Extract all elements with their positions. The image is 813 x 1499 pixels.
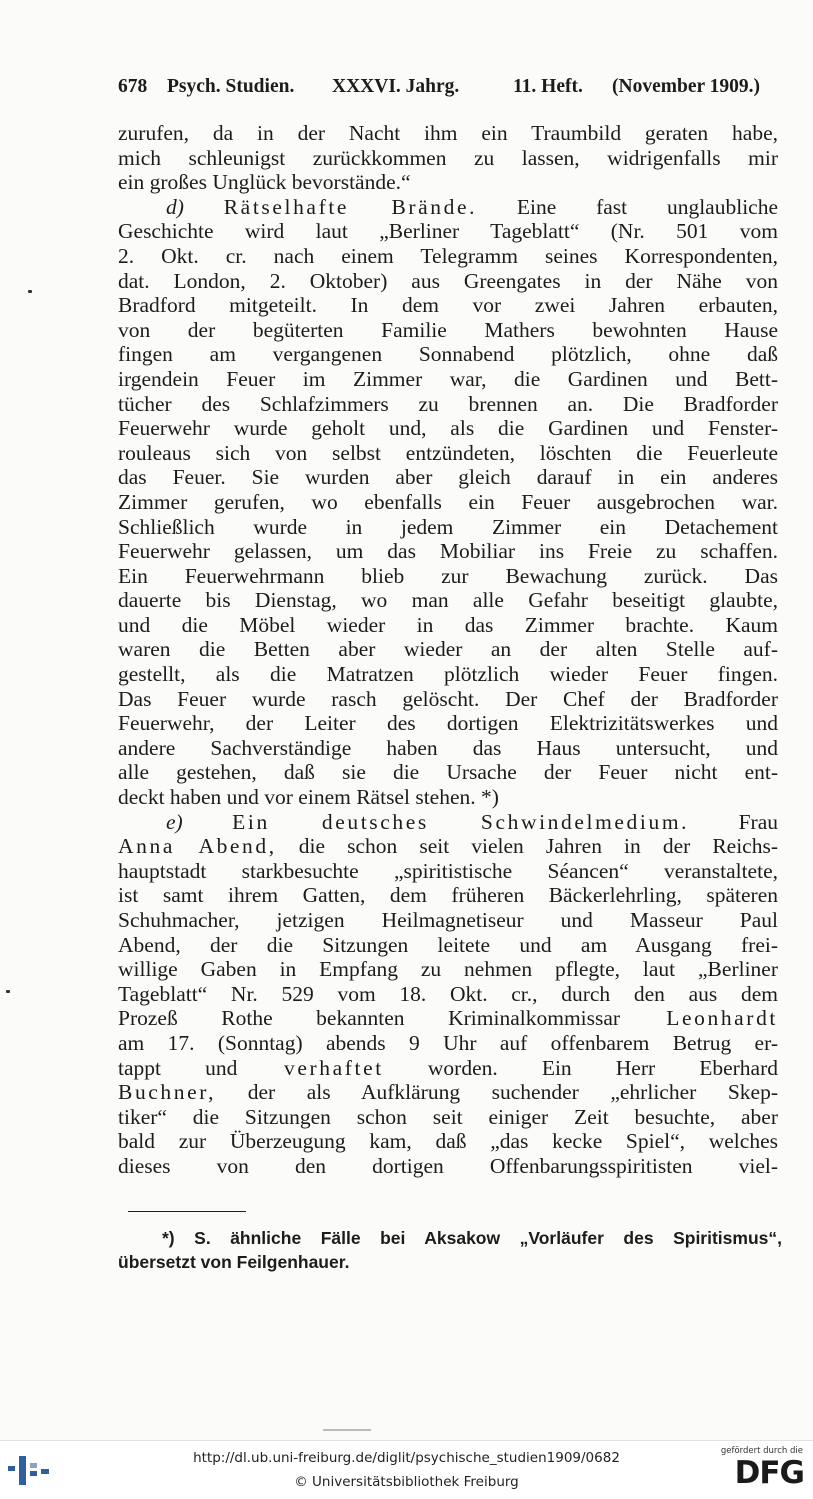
text-line: [118, 687, 778, 712]
text-run: Feuerwehr gelassen, um das Mobiliar ins Freie zu schaffen.: [118, 539, 778, 564]
text-run: Ein Feuerwehrmann blieb zur Bewachung zurück. Das: [118, 563, 778, 588]
text-run: Bradford mitgeteilt. In dem vor zwei Jahren erbauten,: [118, 293, 778, 318]
text-line: [118, 1129, 778, 1154]
margin-mark: [28, 290, 32, 293]
text-line: [118, 244, 778, 269]
text-run: worden. Ein Herr Eberhard: [383, 1055, 779, 1080]
text-line: [118, 1031, 778, 1056]
text-run: irgendein Feuer im Zimmer war, die Gardinen und Bett-: [118, 366, 778, 391]
section-letter: d): [166, 194, 184, 219]
text-line: [118, 957, 778, 982]
text-run: Frau: [689, 809, 779, 834]
text-run: Eine fast unglaubliche: [477, 194, 778, 219]
text-run: mich schleunigst zurückkommen zu lassen, widrigenfalls mir: [118, 145, 778, 170]
spaced-emphasis: Buchner,: [118, 1080, 217, 1105]
issue-date: (November 1909.): [612, 76, 761, 97]
text-line: [118, 588, 778, 613]
text-run: hauptstadt starkbesuchte „spiritistische Séancen“ veranstaltete,: [118, 858, 778, 883]
spaced-emphasis: verhaftet: [237, 1055, 384, 1080]
text-run: dieses von den dortigen Offenbarungsspiritisten viel-: [118, 1153, 778, 1178]
section-letter: e): [166, 809, 183, 834]
text-run: 2. Okt. cr. nach einem Telegramm seines Korrespondenten,: [118, 243, 778, 268]
text-line: [118, 613, 778, 638]
text-line: [118, 121, 778, 146]
text-run: tiker“ die Sitzungen schon seit einiger Zeit besuchte, aber: [118, 1104, 778, 1129]
text-line: [118, 810, 778, 835]
text-line: [118, 785, 778, 810]
text-line: [118, 416, 778, 441]
text-line: [118, 883, 778, 908]
text-line: [118, 908, 778, 933]
text-run: Zimmer gerufen, wo ebenfalls ein Feuer ausgebrochen war.: [118, 489, 778, 514]
text-run: Prozeß Rothe bekannten Kriminalkommissar: [118, 1006, 621, 1031]
text-run: waren die Betten aber wieder an der alten Stelle auf-: [118, 637, 778, 662]
text-run: alle gestehen, daß sie die Ursache der Feuer nicht ent-: [118, 760, 778, 785]
footnote-rule: [128, 1211, 246, 1212]
text-line: [118, 637, 778, 662]
text-line: [118, 1105, 778, 1130]
dfg-caption: gefördert durch die: [720, 1446, 803, 1456]
text-line: [118, 859, 778, 884]
text-line: [118, 170, 778, 195]
text-run: Geschichte wird laut „Berliner Tageblatt“ (Nr. 501 vom: [118, 219, 778, 244]
text-line: [118, 441, 778, 466]
text-run: tappt und: [118, 1055, 238, 1080]
text-run: am 17. (Sonntag) abends 9 Uhr auf offenbarem Betrug er-: [118, 1030, 778, 1055]
text-run: fingen am vergangenen Sonnabend plötzlich, ohne daß: [118, 342, 778, 367]
text-run: von der begüterten Familie Mathers bewohnten Hause: [118, 317, 778, 342]
dfg-logo[interactable]: DFG: [734, 1455, 804, 1491]
text-line: [118, 465, 778, 490]
spaced-emphasis: Rätselhafte Brände.: [223, 194, 478, 219]
text-line: [118, 539, 778, 564]
text-run: andere Sachverständige haben das Haus untersucht, und: [118, 735, 778, 760]
copyright-text: © Universitätsbibliothek Freiburg: [294, 1474, 519, 1490]
text-line: [118, 318, 778, 343]
text-line: [118, 834, 778, 859]
text-line: [118, 293, 778, 318]
text-line: [118, 269, 778, 294]
body-text: [118, 121, 778, 1179]
text-run: Abend, der die Sitzungen leitete und am Ausgang frei-: [118, 932, 778, 957]
text-run: Schuhmacher, jetzigen Heilmagnetiseur und Masseur Paul: [118, 908, 778, 932]
page-number: 678: [118, 76, 148, 97]
footnote-line: *) S. ähnliche Fälle bei Aksakow „Vorläufer des Spiritismus“,: [162, 1228, 782, 1248]
text-run: bald zur Überzeugung kam, daß „das kecke Spiel“, welches: [118, 1129, 778, 1154]
footnote-line: übersetzt von Feilgenhauer.: [118, 1252, 350, 1272]
text-run: gestellt, als die Matratzen plötzlich wieder Feuer fingen.: [118, 662, 778, 687]
text-run: willige Gaben in Empfang zu nehmen pflegte, laut „Berliner: [118, 957, 778, 982]
text-line: [118, 1006, 778, 1031]
text-run: tücher des Schlafzimmers zu brennen an. Die Bradforder: [118, 391, 778, 416]
text-run: die schon seit vielen Jahren in der Reichs-: [276, 834, 779, 859]
text-line: [118, 933, 778, 958]
text-line: [118, 146, 778, 171]
text-run: der als Aufklärung suchender „ehrlicher Skep-: [216, 1080, 778, 1105]
text-run: dauerte bis Dienstag, wo man alle Gefahr beseitigt glaubte,: [118, 588, 778, 613]
spaced-emphasis: Ein deutsches Schwindelmedium.: [232, 809, 690, 834]
page-smudge: [323, 1429, 371, 1431]
margin-mark: [6, 990, 10, 993]
text-run: Schließlich wurde in jedem Zimmer ein Detachement: [118, 514, 778, 539]
text-line: [118, 1154, 778, 1179]
text-run: und die Möbel wieder in das Zimmer brachte. Kaum: [118, 612, 778, 637]
text-line: [118, 342, 778, 367]
text-run: Feuerwehr wurde geholt und, als die Gardinen und Fenster-: [118, 416, 778, 441]
text-run: Feuerwehr, der Leiter des dortigen Elektrizitätswerkes und: [118, 711, 778, 736]
viewer-footer-bar: [0, 1440, 813, 1499]
text-line: [118, 490, 778, 515]
text-line: [118, 564, 778, 589]
footnote: [118, 1226, 782, 1274]
text-line: [118, 760, 778, 785]
text-line: [118, 982, 778, 1007]
text-line: [118, 711, 778, 736]
document-url-link[interactable]: http://dl.ub.uni-freiburg.de/diglit/psychische_studien1909/0682: [193, 1450, 620, 1466]
spaced-emphasis: Leonhardt: [620, 1006, 778, 1031]
text-line: [118, 367, 778, 392]
text-line: [118, 195, 778, 220]
text-run: das Feuer. Sie wurden aber gleich darauf in ein anderes: [118, 465, 778, 490]
text-run: zurufen, da in der Nacht ihm ein Traumbild geraten habe,: [118, 121, 778, 145]
text-run: ein großes Unglück bevorstände.“: [118, 170, 411, 195]
running-header: [118, 76, 778, 102]
text-run: deckt haben und vor einem Rätsel stehen. *): [118, 785, 499, 810]
text-line: [118, 736, 778, 761]
text-line: [118, 1056, 778, 1081]
spaced-emphasis: Anna Abend,: [118, 834, 277, 859]
text-line: [118, 662, 778, 687]
text-run: dat. London, 2. Oktober) aus Greengates in der Nähe von: [118, 268, 778, 293]
volume: XXXVI. Jahrg.: [332, 76, 460, 97]
text-line: [118, 515, 778, 540]
journal-title: Psych. Studien.: [167, 76, 295, 97]
text-line: [118, 219, 778, 244]
text-run: ist samt ihrem Gatten, dem früheren Bäckerlehrling, späteren: [118, 883, 778, 908]
text-line: [118, 392, 778, 417]
text-run: Tageblatt“ Nr. 529 vom 18. Okt. cr., durch den aus dem: [118, 981, 778, 1006]
text-line: [118, 1080, 778, 1105]
text-run: rouleaus sich von selbst entzündeten, löschten die Feuerleute: [118, 440, 778, 465]
text-run: Das Feuer wurde rasch gelöscht. Der Chef der Bradforder: [118, 686, 778, 711]
issue: 11. Heft.: [513, 76, 583, 97]
